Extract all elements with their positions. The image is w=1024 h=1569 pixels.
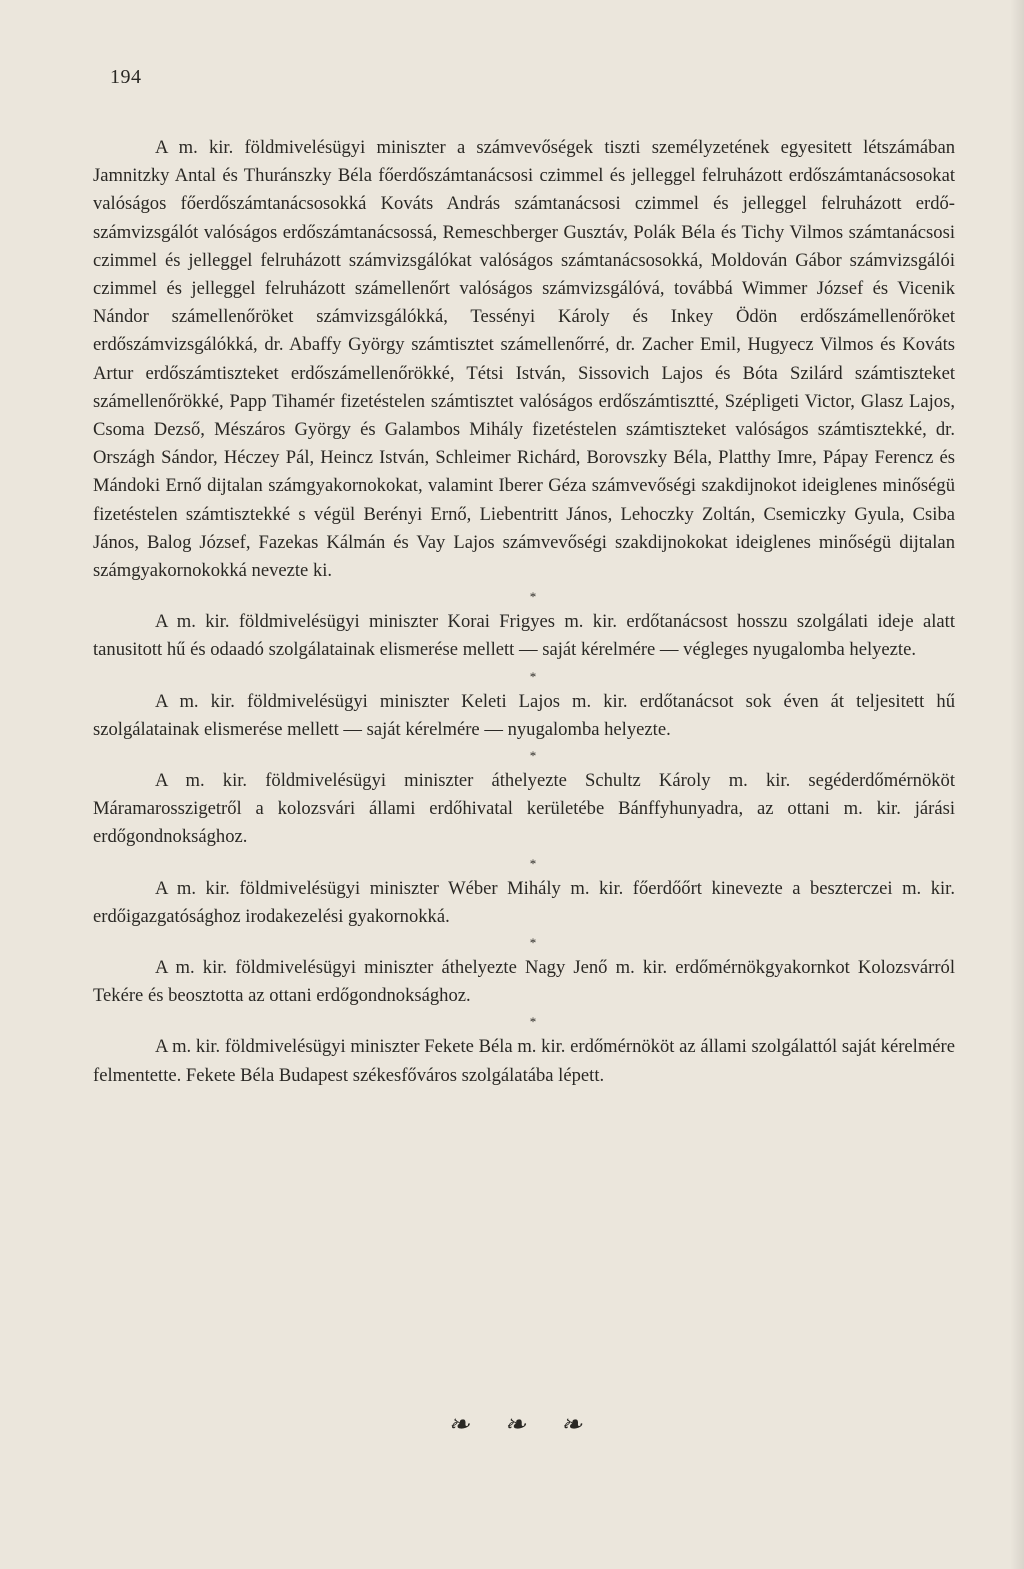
section-separator: * [529,668,537,684]
page-number: 194 [110,66,142,88]
paragraph-2: A m. kir. földmivelésügyi miniszter Korai Frigyes m. kir. erdőtanácsost hosszu szolgálati ideje alatt tanusitott hű és odaadó szolgálatainak elismerése mellett — saját kérelmére — végleges nyugalomba helyezte. [93,611,955,661]
section-separator: * [529,589,537,605]
paragraph-7: A m. kir. földmivelésügyi miniszter Fekete Béla m. kir. erdőmérnököt az állami szolgálattól saját kérelmére felmentette. Fekete Béla Budapest székesfőváros szolgálatába lépett. [93,1036,955,1086]
section-separator: * [529,1014,537,1030]
paragraph-3: A m. kir. földmivelésügyi miniszter Keleti Lajos m. kir. erdőtanácsot sok éven át teljesitett hű szolgálatainak elismerése mellett — saját kérelmére — nyugalomba helyezte. [93,690,955,740]
paragraph-1: A m. kir. földmivelésügyi miniszter a számvevőségek tiszti személyzetének egyesitett létszámában Jamnitzky Antal és Thuránszky Béla főerdőszámtanácsosi czimmel és jelleggel felruházott erdőszámtanácsosokat valóságos főerdőszámtanácsosokká Kováts András számtanácsosi czimmel és jelleggel felruházott erdőszámvizsgálót valóságos erdőszámtanácsossá, Remeschberger Gusztáv, Polák Béla és Tichy Vilmos számtanácsosi czimmel és jelleggel felruházott számvizsgálókat valóságos számtanácsosokká, Moldován Gábor számvizsgálói czimmel és jelleggel felruházott számellenőrt valóságos számvizsgálóvá, továbbá Wimmer József és Vicenik Nándor számellenőröket számvizsgálókká, Tessényi Károly és Inkey Ödön erdőszámellenőröket erdőszámvizsgálókká, dr. Abaffy György számtisztet számellenőrré, dr. Zacher Emil, Hugyecz Vilmos és Kováts Artur erdőszámtiszteket erdőszámellenőrökké, Tétsi István, Sissovich Lajos és Bóta Szilárd számtiszteket számellenőrökké, Papp Tihamér fizetéstelen számtisztet valóságos erdőszámtisztté, Szépligeti Victor, Glasz Lajos, Csoma Dezső, Mészáros György és Galambos Mihály fizetéstelen számtiszteket valóságos számtisztekké, dr. Országh Sándor, Héczey Pál, Heincz István, Schleimer Richárd, Borovszky Béla, Platthy Imre, Pápay Ferencz és Mándoki Ernő dijtalan számgyakornokokat, valamint Iberer Géza számvevőségi szakdijnokot ideiglenes minőségü fizetéstelen számtisztekké s végül Berényi Ernő, Liebentritt János, Lehoczky Zoltán, Csemiczky Gyula, Csiba János, Balog József, Fazekas Kálmán és Vay Lajos számvevőségi szakdijnokokat ideiglenes minőségü dijtalan számgyakornokokká nevezte ki. [93,137,955,582]
section-separator: * [529,855,537,871]
paragraph-6: A m. kir. földmivelésügyi miniszter áthelyezte Nagy Jenő m. kir. erdőmérnökgyakornkot Kolozsvárról Tekére és beosztotta az ottani erdőgondnoksághoz. [93,957,955,1007]
paragraph-5: A m. kir. földmivelésügyi miniszter Wéber Mihály m. kir. főerdőőrt kinevezte a beszterczei m. kir. erdőigazgatósághoz irodakezelési gyakornokká. [93,877,955,927]
paragraph-4: A m. kir. földmivelésügyi miniszter áthelyezte Schultz Károly m. kir. segéderdőmérnököt Máramarosszigetről a kolozsvári állami erdőhivatal kerületébe Bánffyhunyadra, az ottani m. kir. járási erdőgondnoksághoz. [93,770,955,848]
section-separator: * [529,748,537,764]
page-edge-shadow [1010,0,1024,1569]
ornament-icon: ❧ ❧ ❧ [447,1410,597,1439]
section-separator: * [529,935,537,951]
article-body [93,134,955,1090]
